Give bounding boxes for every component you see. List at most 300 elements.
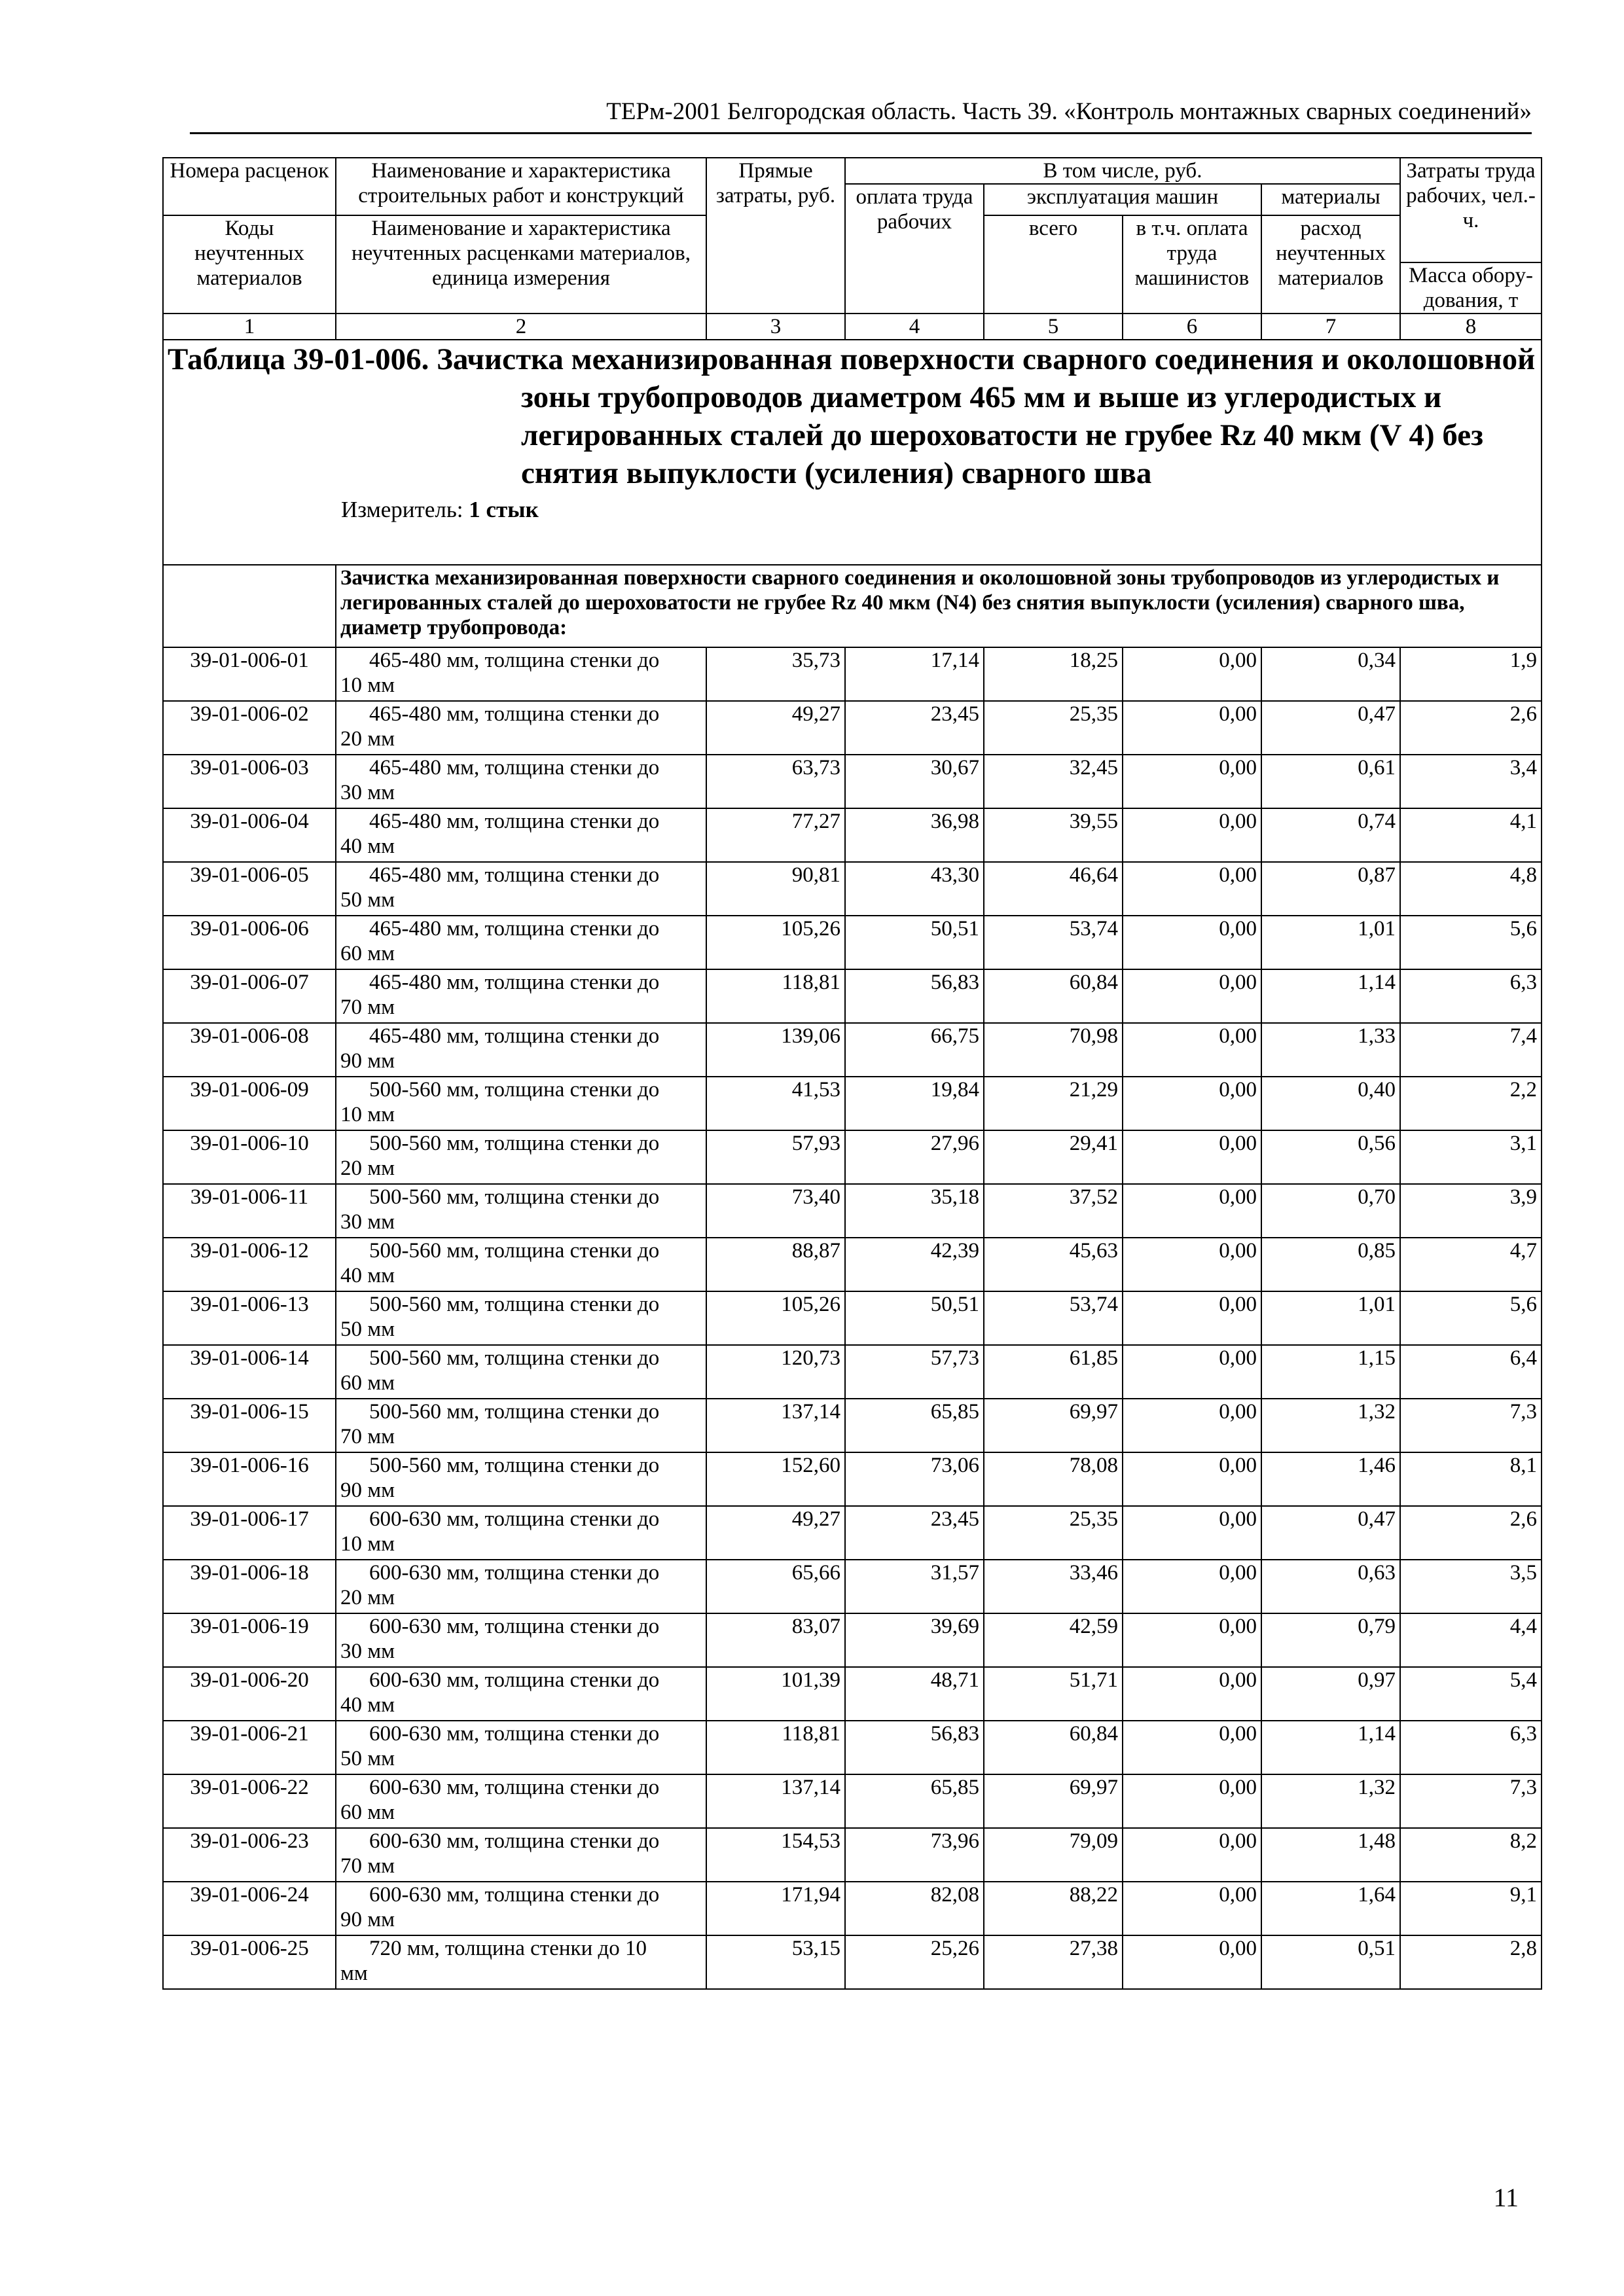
hdr-unaccounted-materials: расход неучтенных материалов <box>1261 215 1400 314</box>
rate-description-line2: 10 мм <box>340 673 395 697</box>
labor-costs-value: 4,1 <box>1400 808 1542 862</box>
direct-costs-value: 118,81 <box>706 969 845 1023</box>
materials-value: 1,01 <box>1261 916 1400 969</box>
table-head <box>163 158 1542 340</box>
rate-description-line2: 70 мм <box>340 996 395 1019</box>
col-number: 7 <box>1261 314 1400 340</box>
materials-value: 1,48 <box>1261 1828 1400 1882</box>
table-row <box>163 1345 1542 1399</box>
rate-description-line2: 20 мм <box>340 727 395 751</box>
direct-costs-value: 57,93 <box>706 1130 845 1184</box>
rate-description-line2: 70 мм <box>340 1854 395 1878</box>
rate-code: 39-01-006-25 <box>163 1935 336 1989</box>
rate-description-line2: 10 мм <box>340 1103 395 1126</box>
section-title-cell <box>163 340 1542 565</box>
worker-pay-value: 31,57 <box>845 1560 984 1613</box>
rate-description-line1: 500-560 мм, толщина стенки до <box>369 1293 660 1316</box>
machines-total-value: 51,71 <box>984 1667 1123 1721</box>
table-row <box>163 1560 1542 1613</box>
rate-description <box>336 1345 706 1399</box>
rate-code: 39-01-006-23 <box>163 1828 336 1882</box>
worker-pay-value: 56,83 <box>845 969 984 1023</box>
labor-costs-value: 2,6 <box>1400 1506 1542 1560</box>
rate-description-line1: 600-630 мм, толщина стенки до <box>369 1561 660 1585</box>
machines-total-value: 27,38 <box>984 1935 1123 1989</box>
rate-description <box>336 701 706 755</box>
rate-description <box>336 1238 706 1291</box>
worker-pay-value: 42,39 <box>845 1238 984 1291</box>
col-number: 3 <box>706 314 845 340</box>
labor-costs-value: 4,8 <box>1400 862 1542 916</box>
direct-costs-value: 41,53 <box>706 1077 845 1130</box>
rate-description-line1: 500-560 мм, толщина стенки до <box>369 1239 660 1263</box>
rate-code: 39-01-006-04 <box>163 808 336 862</box>
rate-description-line2: 30 мм <box>340 1210 395 1234</box>
col-number: 1 <box>163 314 336 340</box>
direct-costs-value: 65,66 <box>706 1560 845 1613</box>
table-row <box>163 1935 1542 1989</box>
labor-costs-value: 6,4 <box>1400 1345 1542 1399</box>
rate-code: 39-01-006-02 <box>163 701 336 755</box>
machinist-pay-value: 0,00 <box>1123 916 1261 969</box>
machines-total-value: 53,74 <box>984 916 1123 969</box>
labor-costs-value: 6,3 <box>1400 1721 1542 1774</box>
materials-value: 0,87 <box>1261 862 1400 916</box>
worker-pay-value: 25,26 <box>845 1935 984 1989</box>
machinist-pay-value: 0,00 <box>1123 1721 1261 1774</box>
rate-description <box>336 1077 706 1130</box>
rate-description-line2: 40 мм <box>340 1264 395 1287</box>
table-row <box>163 1184 1542 1238</box>
rate-code: 39-01-006-06 <box>163 916 336 969</box>
table-row <box>163 1828 1542 1882</box>
rate-description <box>336 1130 706 1184</box>
materials-value: 0,70 <box>1261 1184 1400 1238</box>
rate-description-line2: 50 мм <box>340 1318 395 1341</box>
rates-table <box>162 157 1542 1990</box>
materials-value: 0,61 <box>1261 755 1400 808</box>
worker-pay-value: 48,71 <box>845 1667 984 1721</box>
materials-value: 0,97 <box>1261 1667 1400 1721</box>
worker-pay-value: 43,30 <box>845 862 984 916</box>
hdr-direct-costs: Прямые затраты, руб. <box>706 158 845 314</box>
rate-description <box>336 1506 706 1560</box>
rate-description-line1: 465-480 мм, толщина стенки до <box>369 863 660 887</box>
table-row <box>163 647 1542 701</box>
machinist-pay-value: 0,00 <box>1123 1667 1261 1721</box>
rate-description <box>336 1667 706 1721</box>
rate-description <box>336 1828 706 1882</box>
labor-costs-value: 7,4 <box>1400 1023 1542 1077</box>
machinist-pay-value: 0,00 <box>1123 862 1261 916</box>
rate-description-line1: 600-630 мм, толщина стенки до <box>369 1829 660 1853</box>
machinist-pay-value: 0,00 <box>1123 1935 1261 1989</box>
labor-costs-value: 3,5 <box>1400 1560 1542 1613</box>
rate-code: 39-01-006-13 <box>163 1291 336 1345</box>
rate-description-line2: 50 мм <box>340 888 395 912</box>
rate-description-line1: 600-630 мм, толщина стенки до <box>369 1883 660 1907</box>
section-title: Таблица 39-01-006. Зачистка механизированная поверхности сварного соединения и околошовной зоны трубопроводов диаметром 465 мм и выше из углеродистых и легированных сталей до шероховатости не грубее Rz 40 мкм (V 4) без снятия выпуклости (усиления) сварного шва <box>168 342 1536 490</box>
rate-description-line1: 500-560 мм, толщина стенки до <box>369 1078 660 1102</box>
direct-costs-value: 105,26 <box>706 916 845 969</box>
hdr-works-name: Наименование и характеристика строительных работ и конструкций <box>336 158 706 215</box>
labor-costs-value: 4,4 <box>1400 1613 1542 1667</box>
rate-description-line1: 600-630 мм, толщина стенки до <box>369 1615 660 1638</box>
worker-pay-value: 50,51 <box>845 916 984 969</box>
rate-description-line1: 465-480 мм, толщина стенки до <box>369 917 660 941</box>
direct-costs-value: 105,26 <box>706 1291 845 1345</box>
machines-total-value: 69,97 <box>984 1774 1123 1828</box>
direct-costs-value: 73,40 <box>706 1184 845 1238</box>
direct-costs-value: 171,94 <box>706 1882 845 1935</box>
machines-total-value: 29,41 <box>984 1130 1123 1184</box>
rate-description-line2: 90 мм <box>340 1479 395 1502</box>
machines-total-value: 69,97 <box>984 1399 1123 1452</box>
worker-pay-value: 73,96 <box>845 1828 984 1882</box>
direct-costs-value: 137,14 <box>706 1399 845 1452</box>
rate-description-line2: 20 мм <box>340 1157 395 1180</box>
machinist-pay-value: 0,00 <box>1123 1828 1261 1882</box>
rate-code: 39-01-006-20 <box>163 1667 336 1721</box>
worker-pay-value: 50,51 <box>845 1291 984 1345</box>
machinist-pay-value: 0,00 <box>1123 1345 1261 1399</box>
machines-total-value: 39,55 <box>984 808 1123 862</box>
rate-description-line1: 500-560 мм, толщина стенки до <box>369 1185 660 1209</box>
materials-value: 0,74 <box>1261 808 1400 862</box>
materials-value: 1,14 <box>1261 969 1400 1023</box>
table-row <box>163 1399 1542 1452</box>
worker-pay-value: 73,06 <box>845 1452 984 1506</box>
labor-costs-value: 8,2 <box>1400 1828 1542 1882</box>
worker-pay-value: 23,45 <box>845 1506 984 1560</box>
measure-value: 1 стык <box>469 497 539 522</box>
worker-pay-value: 65,85 <box>845 1774 984 1828</box>
rate-description-line1: 600-630 мм, толщина стенки до <box>369 1668 660 1692</box>
direct-costs-value: 139,06 <box>706 1023 845 1077</box>
machinist-pay-value: 0,00 <box>1123 969 1261 1023</box>
rate-code: 39-01-006-21 <box>163 1721 336 1774</box>
machinist-pay-value: 0,00 <box>1123 1184 1261 1238</box>
machines-total-value: 37,52 <box>984 1184 1123 1238</box>
rate-description-line1: 600-630 мм, толщина стенки до <box>369 1507 660 1531</box>
rate-description-line1: 465-480 мм, толщина стенки до <box>369 971 660 994</box>
col-number: 4 <box>845 314 984 340</box>
rate-code: 39-01-006-07 <box>163 969 336 1023</box>
worker-pay-value: 30,67 <box>845 755 984 808</box>
machinist-pay-value: 0,00 <box>1123 647 1261 701</box>
labor-costs-value: 3,9 <box>1400 1184 1542 1238</box>
rate-description-line1: 600-630 мм, толщина стенки до <box>369 1722 660 1746</box>
machinist-pay-value: 0,00 <box>1123 701 1261 755</box>
rate-description-line1: 500-560 мм, толщина стенки до <box>369 1132 660 1155</box>
table-row <box>163 1774 1542 1828</box>
labor-costs-value: 9,1 <box>1400 1882 1542 1935</box>
labor-costs-value: 2,6 <box>1400 701 1542 755</box>
rate-description-line2: 60 мм <box>340 1371 395 1395</box>
rate-code: 39-01-006-05 <box>163 862 336 916</box>
worker-pay-value: 39,69 <box>845 1613 984 1667</box>
rate-code: 39-01-006-24 <box>163 1882 336 1935</box>
rate-code: 39-01-006-19 <box>163 1613 336 1667</box>
machines-total-value: 33,46 <box>984 1560 1123 1613</box>
rate-code: 39-01-006-18 <box>163 1560 336 1613</box>
table-row <box>163 1882 1542 1935</box>
hdr-labor-costs: Затраты труда рабочих, чел.-ч. <box>1400 158 1542 262</box>
rate-description <box>336 755 706 808</box>
labor-costs-value: 5,6 <box>1400 916 1542 969</box>
rate-description-line2: 40 мм <box>340 1693 395 1717</box>
machines-total-value: 53,74 <box>984 1291 1123 1345</box>
rate-description <box>336 647 706 701</box>
section-block <box>163 340 1542 647</box>
rate-description <box>336 1291 706 1345</box>
machinist-pay-value: 0,00 <box>1123 1774 1261 1828</box>
rate-description-line1: 465-480 мм, толщина стенки до <box>369 702 660 726</box>
rate-code: 39-01-006-08 <box>163 1023 336 1077</box>
rate-description-line2: 90 мм <box>340 1049 395 1073</box>
materials-value: 1,33 <box>1261 1023 1400 1077</box>
worker-pay-value: 27,96 <box>845 1130 984 1184</box>
direct-costs-value: 154,53 <box>706 1828 845 1882</box>
machinist-pay-value: 0,00 <box>1123 1291 1261 1345</box>
rate-description-line1: 465-480 мм, толщина стенки до <box>369 1024 660 1048</box>
worker-pay-value: 36,98 <box>845 808 984 862</box>
worker-pay-value: 57,73 <box>845 1345 984 1399</box>
machines-total-value: 60,84 <box>984 1721 1123 1774</box>
materials-value: 0,40 <box>1261 1077 1400 1130</box>
labor-costs-value: 7,3 <box>1400 1399 1542 1452</box>
materials-value: 1,64 <box>1261 1882 1400 1935</box>
rate-code: 39-01-006-22 <box>163 1774 336 1828</box>
hdr-equipment-mass: Масса обору-дования, т <box>1400 262 1542 314</box>
table-row <box>163 969 1542 1023</box>
rate-description <box>336 1023 706 1077</box>
direct-costs-value: 120,73 <box>706 1345 845 1399</box>
labor-costs-value: 8,1 <box>1400 1452 1542 1506</box>
rate-description <box>336 1452 706 1506</box>
worker-pay-value: 65,85 <box>845 1399 984 1452</box>
materials-value: 1,32 <box>1261 1399 1400 1452</box>
hdr-worker-pay: оплата труда рабочих <box>845 184 984 314</box>
direct-costs-value: 152,60 <box>706 1452 845 1506</box>
machines-total-value: 78,08 <box>984 1452 1123 1506</box>
direct-costs-value: 49,27 <box>706 1506 845 1560</box>
rate-description-line1: 500-560 мм, толщина стенки до <box>369 1346 660 1370</box>
measure-label: Измеритель: <box>341 497 463 522</box>
col-number: 8 <box>1400 314 1542 340</box>
table-row <box>163 862 1542 916</box>
rate-description-line2: 30 мм <box>340 1640 395 1663</box>
rate-code: 39-01-006-12 <box>163 1238 336 1291</box>
materials-value: 1,46 <box>1261 1452 1400 1506</box>
machinist-pay-value: 0,00 <box>1123 1399 1261 1452</box>
table-row <box>163 701 1542 755</box>
table-row <box>163 1291 1542 1345</box>
labor-costs-value: 1,9 <box>1400 647 1542 701</box>
table-row <box>163 1721 1542 1774</box>
hdr-machinist-pay: в т.ч. оплата труда машинистов <box>1123 215 1261 314</box>
table-row <box>163 1506 1542 1560</box>
rate-code: 39-01-006-09 <box>163 1077 336 1130</box>
group-title: Зачистка механизированная поверхности сварного соединения и околошовной зоны трубопроводов из углеродистых и легированных сталей до шероховатости не грубее Rz 40 мкм (N4) без снятия выпуклости (усиления) сварного шва, диаметр трубопровода: <box>336 565 1542 647</box>
rate-code: 39-01-006-17 <box>163 1506 336 1560</box>
rate-description <box>336 1399 706 1452</box>
table-row <box>163 1077 1542 1130</box>
rate-description-line2: 10 мм <box>340 1532 395 1556</box>
machines-total-value: 18,25 <box>984 647 1123 701</box>
rate-description-line2: 70 мм <box>340 1425 395 1448</box>
table-row <box>163 1452 1542 1506</box>
rate-description <box>336 862 706 916</box>
rate-description-line1: 465-480 мм, толщина стенки до <box>369 810 660 833</box>
materials-value: 0,47 <box>1261 701 1400 755</box>
rate-description <box>336 969 706 1023</box>
rate-code: 39-01-006-10 <box>163 1130 336 1184</box>
hdr-unaccounted-codes: Коды неучтенных материалов <box>163 215 336 314</box>
machinist-pay-value: 0,00 <box>1123 755 1261 808</box>
worker-pay-value: 19,84 <box>845 1077 984 1130</box>
rate-description-line1: 465-480 мм, толщина стенки до <box>369 756 660 780</box>
hdr-machines-operation: эксплуатация машин <box>984 184 1261 215</box>
direct-costs-value: 101,39 <box>706 1667 845 1721</box>
page-number: 11 <box>1493 2183 1519 2212</box>
table-row <box>163 916 1542 969</box>
rate-description-line2: 50 мм <box>340 1747 395 1770</box>
direct-costs-value: 118,81 <box>706 1721 845 1774</box>
materials-value: 0,79 <box>1261 1613 1400 1667</box>
col-number: 2 <box>336 314 706 340</box>
worker-pay-value: 35,18 <box>845 1184 984 1238</box>
direct-costs-value: 88,87 <box>706 1238 845 1291</box>
machines-total-value: 61,85 <box>984 1345 1123 1399</box>
machines-total-value: 42,59 <box>984 1613 1123 1667</box>
labor-costs-value: 5,6 <box>1400 1291 1542 1345</box>
direct-costs-value: 63,73 <box>706 755 845 808</box>
table-body <box>163 647 1542 1989</box>
machines-total-value: 25,35 <box>984 1506 1123 1560</box>
rate-code: 39-01-006-16 <box>163 1452 336 1506</box>
rate-description-line2: 30 мм <box>340 781 395 804</box>
machines-total-value: 45,63 <box>984 1238 1123 1291</box>
labor-costs-value: 3,4 <box>1400 755 1542 808</box>
rate-description <box>336 1721 706 1774</box>
rate-description-line2: 60 мм <box>340 942 395 965</box>
rate-code: 39-01-006-03 <box>163 755 336 808</box>
table-row <box>163 1238 1542 1291</box>
materials-value: 1,01 <box>1261 1291 1400 1345</box>
machinist-pay-value: 0,00 <box>1123 1130 1261 1184</box>
rate-description <box>336 1184 706 1238</box>
labor-costs-value: 6,3 <box>1400 969 1542 1023</box>
rate-description <box>336 1613 706 1667</box>
machinist-pay-value: 0,00 <box>1123 1882 1261 1935</box>
machinist-pay-value: 0,00 <box>1123 1613 1261 1667</box>
machinist-pay-value: 0,00 <box>1123 808 1261 862</box>
materials-value: 1,14 <box>1261 1721 1400 1774</box>
labor-costs-value: 7,3 <box>1400 1774 1542 1828</box>
table-row <box>163 755 1542 808</box>
rate-description-line1: 500-560 мм, толщина стенки до <box>369 1400 660 1424</box>
col-number: 6 <box>1123 314 1261 340</box>
table-row <box>163 1667 1542 1721</box>
machines-total-value: 32,45 <box>984 755 1123 808</box>
machinist-pay-value: 0,00 <box>1123 1452 1261 1506</box>
direct-costs-value: 49,27 <box>706 701 845 755</box>
worker-pay-value: 23,45 <box>845 701 984 755</box>
machinist-pay-value: 0,00 <box>1123 1023 1261 1077</box>
rate-description-line1: 720 мм, толщина стенки до 10 <box>369 1937 647 1960</box>
machines-total-value: 25,35 <box>984 701 1123 755</box>
machinist-pay-value: 0,00 <box>1123 1560 1261 1613</box>
rate-description-line1: 500-560 мм, толщина стенки до <box>369 1454 660 1477</box>
table-row <box>163 808 1542 862</box>
materials-value: 0,85 <box>1261 1238 1400 1291</box>
direct-costs-value: 83,07 <box>706 1613 845 1667</box>
table-row <box>163 1130 1542 1184</box>
table-row <box>163 1613 1542 1667</box>
direct-costs-value: 35,73 <box>706 647 845 701</box>
direct-costs-value: 77,27 <box>706 808 845 862</box>
group-code-cell <box>163 565 336 647</box>
rate-code: 39-01-006-11 <box>163 1184 336 1238</box>
labor-costs-value: 4,7 <box>1400 1238 1542 1291</box>
machinist-pay-value: 0,00 <box>1123 1077 1261 1130</box>
materials-value: 0,56 <box>1261 1130 1400 1184</box>
rate-description-line2: 20 мм <box>340 1586 395 1609</box>
rate-description <box>336 1774 706 1828</box>
table-row <box>163 1023 1542 1077</box>
hdr-rates-numbers: Номера расценок <box>163 158 336 215</box>
rate-description <box>336 1560 706 1613</box>
running-head: ТЕРм-2001 Белгородская область. Часть 39. «Контроль монтажных сварных соединений» <box>190 97 1532 134</box>
machinist-pay-value: 0,00 <box>1123 1506 1261 1560</box>
rate-code: 39-01-006-14 <box>163 1345 336 1399</box>
labor-costs-value: 2,8 <box>1400 1935 1542 1989</box>
hdr-including: В том числе, руб. <box>845 158 1400 184</box>
rate-description-line2: 60 мм <box>340 1801 395 1824</box>
hdr-materials: материалы <box>1261 184 1400 215</box>
direct-costs-value: 53,15 <box>706 1935 845 1989</box>
labor-costs-value: 3,1 <box>1400 1130 1542 1184</box>
machines-total-value: 46,64 <box>984 862 1123 916</box>
worker-pay-value: 17,14 <box>845 647 984 701</box>
machines-total-value: 60,84 <box>984 969 1123 1023</box>
materials-value: 1,32 <box>1261 1774 1400 1828</box>
machines-total-value: 79,09 <box>984 1828 1123 1882</box>
rate-description <box>336 916 706 969</box>
rate-code: 39-01-006-01 <box>163 647 336 701</box>
col-number: 5 <box>984 314 1123 340</box>
rate-description <box>336 1935 706 1989</box>
rate-description-line2: 40 мм <box>340 834 395 858</box>
measure-line <box>168 496 1537 524</box>
labor-costs-value: 2,2 <box>1400 1077 1542 1130</box>
worker-pay-value: 66,75 <box>845 1023 984 1077</box>
rate-code: 39-01-006-15 <box>163 1399 336 1452</box>
materials-value: 1,15 <box>1261 1345 1400 1399</box>
rate-description <box>336 808 706 862</box>
machinist-pay-value: 0,00 <box>1123 1238 1261 1291</box>
rate-description <box>336 1882 706 1935</box>
hdr-total: всего <box>984 215 1123 314</box>
labor-costs-value: 5,4 <box>1400 1667 1542 1721</box>
worker-pay-value: 56,83 <box>845 1721 984 1774</box>
machines-total-value: 21,29 <box>984 1077 1123 1130</box>
materials-value: 0,34 <box>1261 647 1400 701</box>
direct-costs-value: 90,81 <box>706 862 845 916</box>
hdr-unaccounted-name: Наименование и характеристика неучтенных расценками материалов, единица измерения <box>336 215 706 314</box>
rate-description-line2: мм <box>340 1962 368 1985</box>
